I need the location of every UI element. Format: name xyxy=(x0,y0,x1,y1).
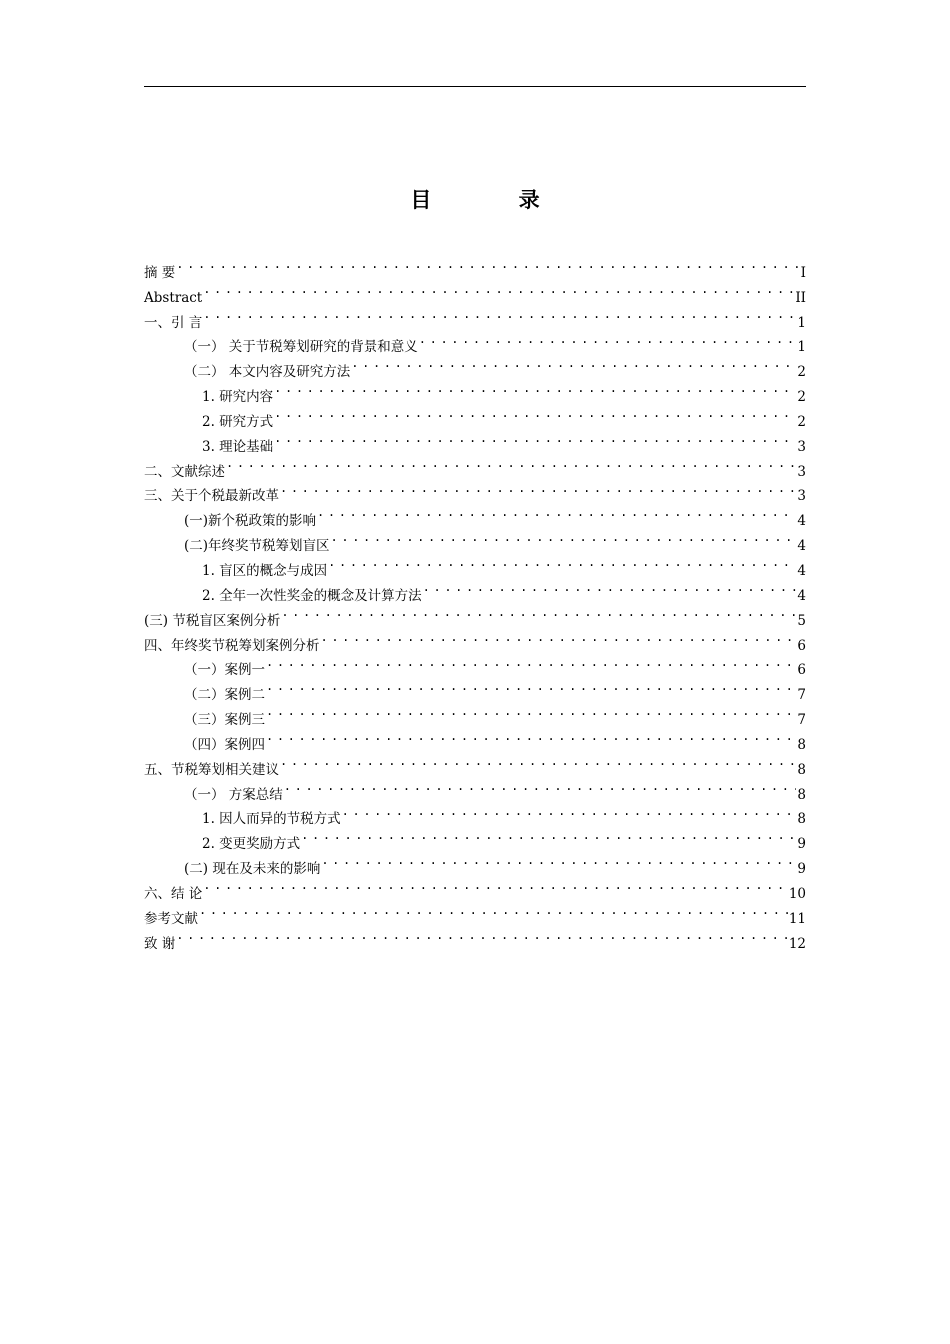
dot-leader xyxy=(321,848,796,873)
toc-entry-label: 六、结 论 xyxy=(144,885,203,902)
toc-entry[interactable] xyxy=(144,302,806,331)
toc-entry-page-number: 11 xyxy=(788,910,806,927)
dot-leader xyxy=(266,724,796,749)
dot-leader xyxy=(351,351,796,376)
toc-entry-label: （四）案例四 xyxy=(184,736,265,753)
toc-entry-page-number: 1 xyxy=(797,339,806,356)
toc-entry-page-number: 4 xyxy=(797,538,806,555)
toc-entry[interactable] xyxy=(144,277,806,306)
dot-leader xyxy=(266,699,796,724)
dot-leader xyxy=(280,749,796,774)
dot-leader xyxy=(203,302,796,327)
toc-entry-page-number: 8 xyxy=(797,736,806,753)
toc-entry-page-number: 3 xyxy=(797,438,806,455)
toc-entry[interactable] xyxy=(144,898,806,927)
toc-entry[interactable] xyxy=(144,873,806,902)
dot-leader xyxy=(266,650,796,675)
toc-entry-label: 四、年终奖节税筹划案例分析 xyxy=(144,637,320,654)
dot-leader xyxy=(274,376,796,401)
dot-leader xyxy=(226,451,796,476)
toc-entry-label: 摘 要 xyxy=(144,264,176,281)
dot-leader xyxy=(274,426,796,451)
toc-entry-page-number: 7 xyxy=(797,687,806,704)
toc-entry-label: (一)新个税政策的影响 xyxy=(184,513,317,530)
toc-entry-label: (三) 节税盲区案例分析 xyxy=(144,612,281,629)
toc-entry[interactable] xyxy=(144,327,806,356)
toc-entry-page-number: 3 xyxy=(797,463,806,480)
dot-leader xyxy=(176,923,788,948)
dot-leader xyxy=(203,277,794,302)
header-rule xyxy=(144,86,806,87)
toc-entry-label: 1. 盲区的概念与成因 xyxy=(202,562,328,579)
toc-entry-label: （一） 关于节税筹划研究的背景和意义 xyxy=(184,339,418,356)
dot-leader xyxy=(342,799,797,824)
toc-entry-page-number: 12 xyxy=(788,935,806,952)
toc-entry-page-number: 9 xyxy=(797,861,806,878)
toc-entry-page-number: I xyxy=(800,264,806,281)
dot-leader xyxy=(423,575,797,600)
dot-leader xyxy=(301,823,796,848)
dot-leader xyxy=(203,873,788,898)
toc-entry-label: (二) 现在及未来的影响 xyxy=(184,861,321,878)
toc-entry-label: (二)年终奖节税筹划盲区 xyxy=(184,538,330,555)
toc-entry-page-number: 10 xyxy=(788,885,806,902)
toc-entry-page-number: 8 xyxy=(797,811,806,828)
toc-entry-page-number: 2 xyxy=(797,413,806,430)
dot-leader xyxy=(317,500,796,525)
toc-entry[interactable] xyxy=(144,923,806,952)
page-title: 目 录 xyxy=(410,188,580,212)
toc-entry-label: Abstract xyxy=(144,289,203,306)
toc-entry-page-number: 1 xyxy=(797,314,806,331)
dot-leader xyxy=(328,550,796,575)
toc-entry-page-number: 9 xyxy=(797,836,806,853)
toc-entry-page-number: 4 xyxy=(797,587,806,604)
toc-entry-page-number: 6 xyxy=(797,637,806,654)
dot-leader xyxy=(280,476,796,501)
dot-leader xyxy=(281,600,796,625)
toc-entry-page-number: 8 xyxy=(797,786,806,803)
dot-leader xyxy=(331,525,797,550)
toc-entry-label: 2. 变更奖励方式 xyxy=(202,836,301,853)
toc-entry-page-number: 4 xyxy=(797,513,806,530)
toc-entry-label: 致 谢 xyxy=(144,935,176,952)
toc-entry-page-number: 6 xyxy=(797,662,806,679)
toc-entry-label: 五、节税筹划相关建议 xyxy=(144,761,279,778)
toc-entry-label: 二、文献综述 xyxy=(144,463,225,480)
toc-entry[interactable] xyxy=(144,451,806,480)
table-of-contents xyxy=(144,252,806,952)
toc-entry-label: （一） 方案总结 xyxy=(184,786,283,803)
dot-leader xyxy=(284,774,797,799)
toc-entry-page-number: 2 xyxy=(797,364,806,381)
dot-leader xyxy=(266,674,796,699)
toc-entry-label: （三）案例三 xyxy=(184,712,265,729)
toc-entry-label: 1. 研究内容 xyxy=(202,389,274,406)
toc-entry[interactable] xyxy=(144,476,806,505)
toc-entry-label: （二） 本文内容及研究方法 xyxy=(184,364,351,381)
dot-leader xyxy=(176,252,799,277)
toc-entry-label: 参考文献 xyxy=(144,910,198,927)
toc-entry-label: 三、关于个税最新改革 xyxy=(144,488,279,505)
toc-entry-page-number: 2 xyxy=(797,389,806,406)
dot-leader xyxy=(274,401,796,426)
toc-entry-label: 3. 理论基础 xyxy=(202,438,274,455)
toc-entry-label: 2. 研究方式 xyxy=(202,413,274,430)
toc-entry-label: （二）案例二 xyxy=(184,687,265,704)
toc-entry-page-number: 3 xyxy=(797,488,806,505)
toc-entry-page-number: 7 xyxy=(797,712,806,729)
toc-entry[interactable] xyxy=(144,252,806,281)
dot-leader xyxy=(199,898,788,923)
toc-entry-page-number: 4 xyxy=(797,562,806,579)
toc-entry-label: 2. 全年一次性奖金的概念及计算方法 xyxy=(202,587,422,604)
toc-entry-label: （一）案例一 xyxy=(184,662,265,679)
dot-leader xyxy=(419,327,797,352)
dot-leader xyxy=(321,625,797,650)
toc-entry-label: 1. 因人而异的节税方式 xyxy=(202,811,341,828)
toc-entry-page-number: 5 xyxy=(797,612,806,629)
toc-entry-page-number: 8 xyxy=(797,761,806,778)
toc-entry-label: 一、引 言 xyxy=(144,314,203,331)
toc-entry-page-number: II xyxy=(795,289,806,306)
